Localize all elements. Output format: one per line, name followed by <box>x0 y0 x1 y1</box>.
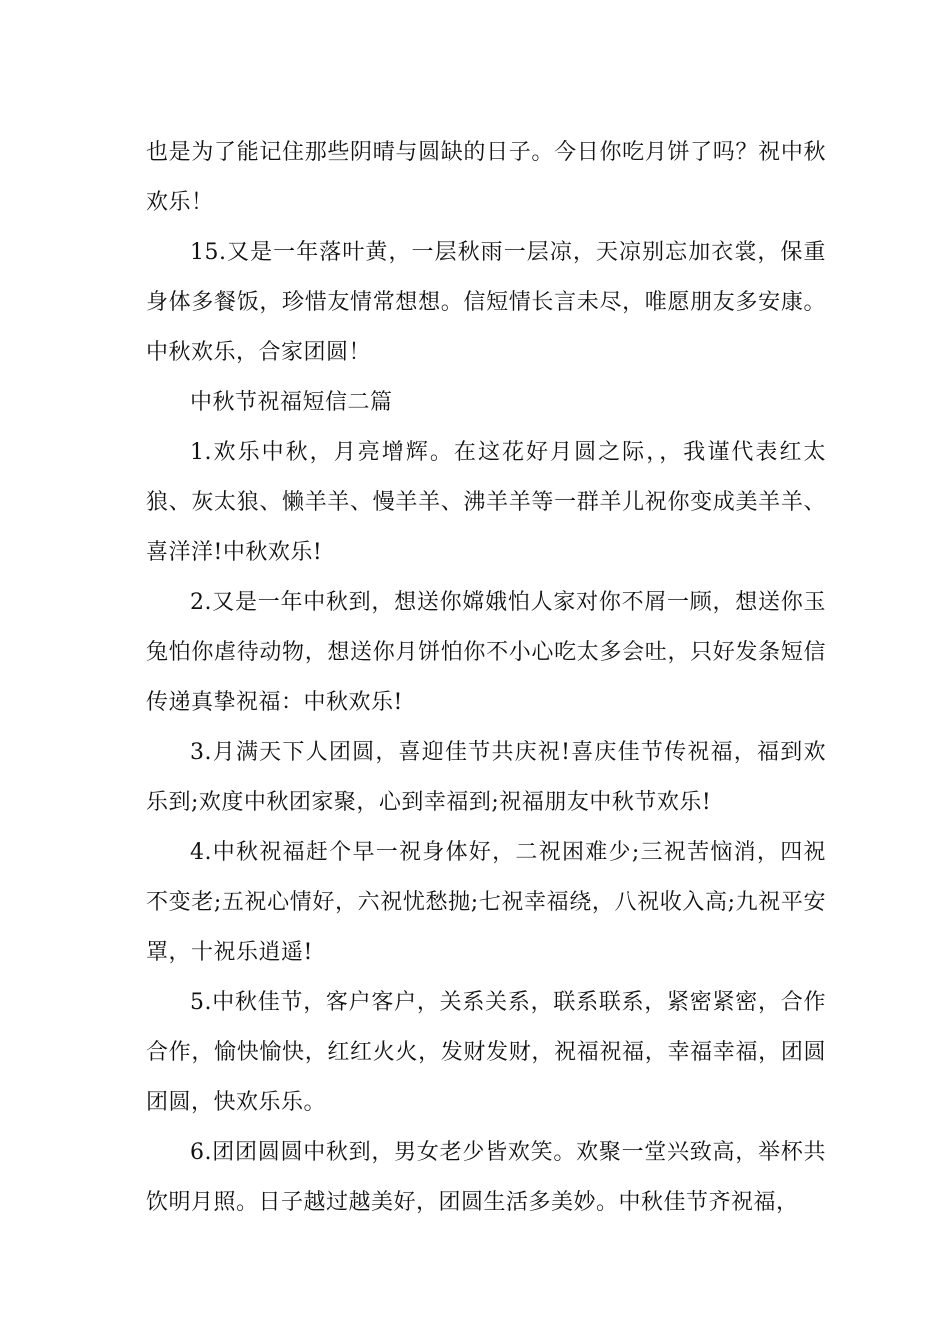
paragraph-item-2: 2.又是一年中秋到，想送你嫦娥怕人家对你不屑一顾，想送你玉兔怕你虐待动物，想送你月饼怕你不小心吃太多会吐，只好发条短信传递真挚祝福：中秋欢乐! <box>146 590 826 715</box>
paragraph-item-6: 6.团团圆圆中秋到，男女老少皆欢笑。欢聚一堂兴致高，举杯共饮明月照。日子越过越美好，团圆生活多美妙。中秋佳节齐祝福， <box>146 1140 826 1215</box>
paragraph-item-1: 1.欢乐中秋，月亮增辉。在这花好月圆之际，，我谨代表红太狼、灰太狼、懒羊羊、慢羊羊、沸羊羊等一群羊儿祝你变成美羊羊、喜洋洋!中秋欢乐! <box>146 440 826 565</box>
paragraph-item-5: 5.中秋佳节，客户客户，关系关系，联系联系，紧密紧密，合作合作，愉快愉快，红红火火，发财发财，祝福祝福，幸福幸福，团圆团圆，快欢乐乐。 <box>146 990 826 1115</box>
paragraph-item-3: 3.月满天下人团圆，喜迎佳节共庆祝!喜庆佳节传祝福，福到欢乐到;欢度中秋团家聚，心到幸福到;祝福朋友中秋节欢乐! <box>146 740 826 815</box>
paragraph-item-4: 4.中秋祝福赶个早一祝身体好，二祝困难少;三祝苦恼消，四祝不变老;五祝心情好，六祝忧愁抛;七祝幸福绕，八祝收入高;九祝平安罩，十祝乐逍遥! <box>146 840 826 965</box>
document-body <box>146 128 826 1228</box>
section-heading: 中秋节祝福短信二篇 <box>190 390 393 415</box>
paragraph-continuation: 也是为了能记住那些阴晴与圆缺的日子。今日你吃月饼了吗？祝中秋欢乐！ <box>146 140 826 215</box>
paragraph-item-15: 15.又是一年落叶黄，一层秋雨一层凉，天凉别忘加衣裳，保重身体多餐饭，珍惜友情常想想。信短情长言未尽，唯愿朋友多安康。中秋欢乐，合家团圆！ <box>146 240 826 365</box>
